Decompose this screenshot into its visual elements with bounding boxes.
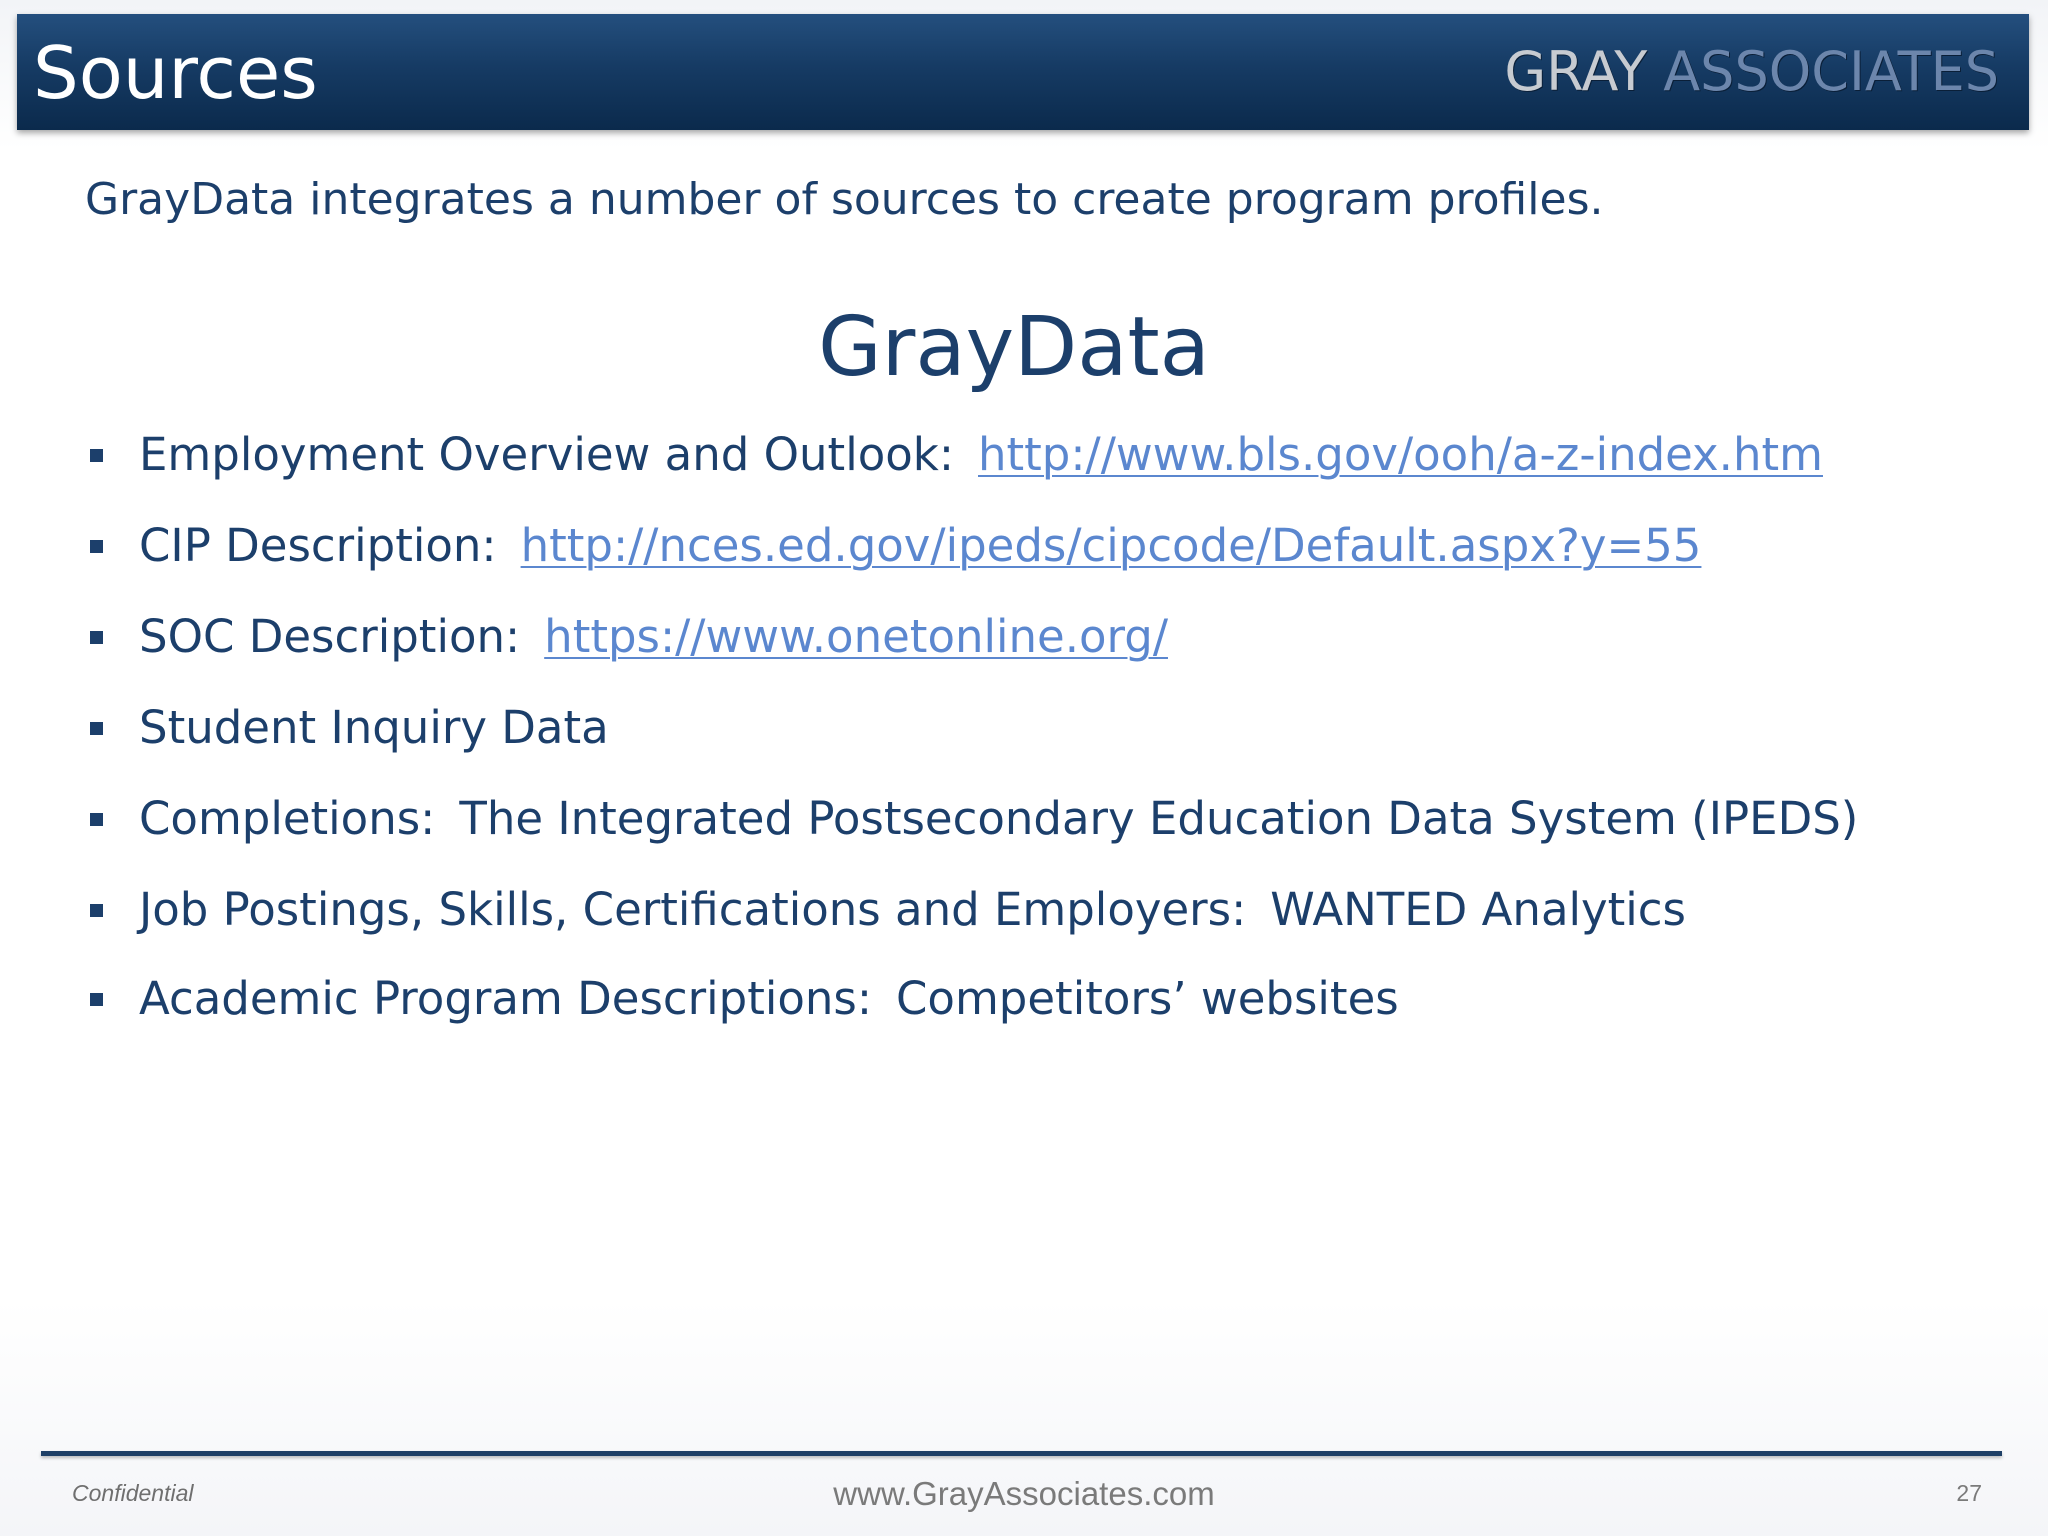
page-number: 27: [1956, 1480, 1982, 1506]
footer-website: www.GrayAssociates.com: [833, 1475, 1215, 1512]
source-label: Academic Program Descriptions:: [139, 972, 873, 1025]
source-link-nces[interactable]: http://nces.ed.gov/ipeds/cipcode/Default.aspx?y=55: [520, 519, 1702, 572]
bullet-square-icon: [90, 722, 103, 735]
source-item: [90, 964, 1399, 1034]
bullet-square-icon: [90, 813, 103, 826]
source-item: [90, 693, 609, 763]
section-heading: GrayData: [818, 300, 1210, 395]
source-label: SOC Description:: [139, 610, 521, 663]
slide-title: Sources: [33, 31, 318, 115]
bullet-square-icon: [90, 904, 103, 917]
bullet-square-icon: [90, 993, 103, 1006]
source-label: Completions:: [139, 792, 436, 845]
source-label: Student Inquiry Data: [139, 701, 609, 754]
source-item: [90, 511, 1701, 581]
source-item: [90, 875, 1686, 945]
source-link-onet[interactable]: https://www.onetonline.org/: [544, 610, 1168, 663]
bullet-square-icon: [90, 540, 103, 553]
source-label: Job Postings, Skills, Certifications and Employers:: [139, 883, 1247, 936]
footer-confidential: Confidential: [72, 1480, 194, 1506]
footer-divider: [41, 1451, 2002, 1456]
source-item: [90, 602, 1168, 672]
source-item: [90, 420, 1823, 490]
source-detail: WANTED Analytics: [1270, 883, 1686, 936]
source-label: Employment Overview and Outlook:: [139, 428, 954, 481]
slide-subtitle: GrayData integrates a number of sources to create program profiles.: [85, 174, 1604, 225]
bullet-square-icon: [90, 449, 103, 462]
source-detail: The Integrated Postsecondary Education Data System (IPEDS): [459, 792, 1859, 845]
logo-word-gray: GRAY: [1504, 40, 1648, 103]
logo-word-associates: ASSOCIATES: [1663, 40, 1999, 103]
source-item: [90, 784, 1858, 854]
source-detail: Competitors’ websites: [896, 972, 1399, 1025]
bullet-square-icon: [90, 631, 103, 644]
source-link-bls[interactable]: http://www.bls.gov/ooh/a-z-index.htm: [978, 428, 1823, 481]
source-label: CIP Description:: [139, 519, 497, 572]
